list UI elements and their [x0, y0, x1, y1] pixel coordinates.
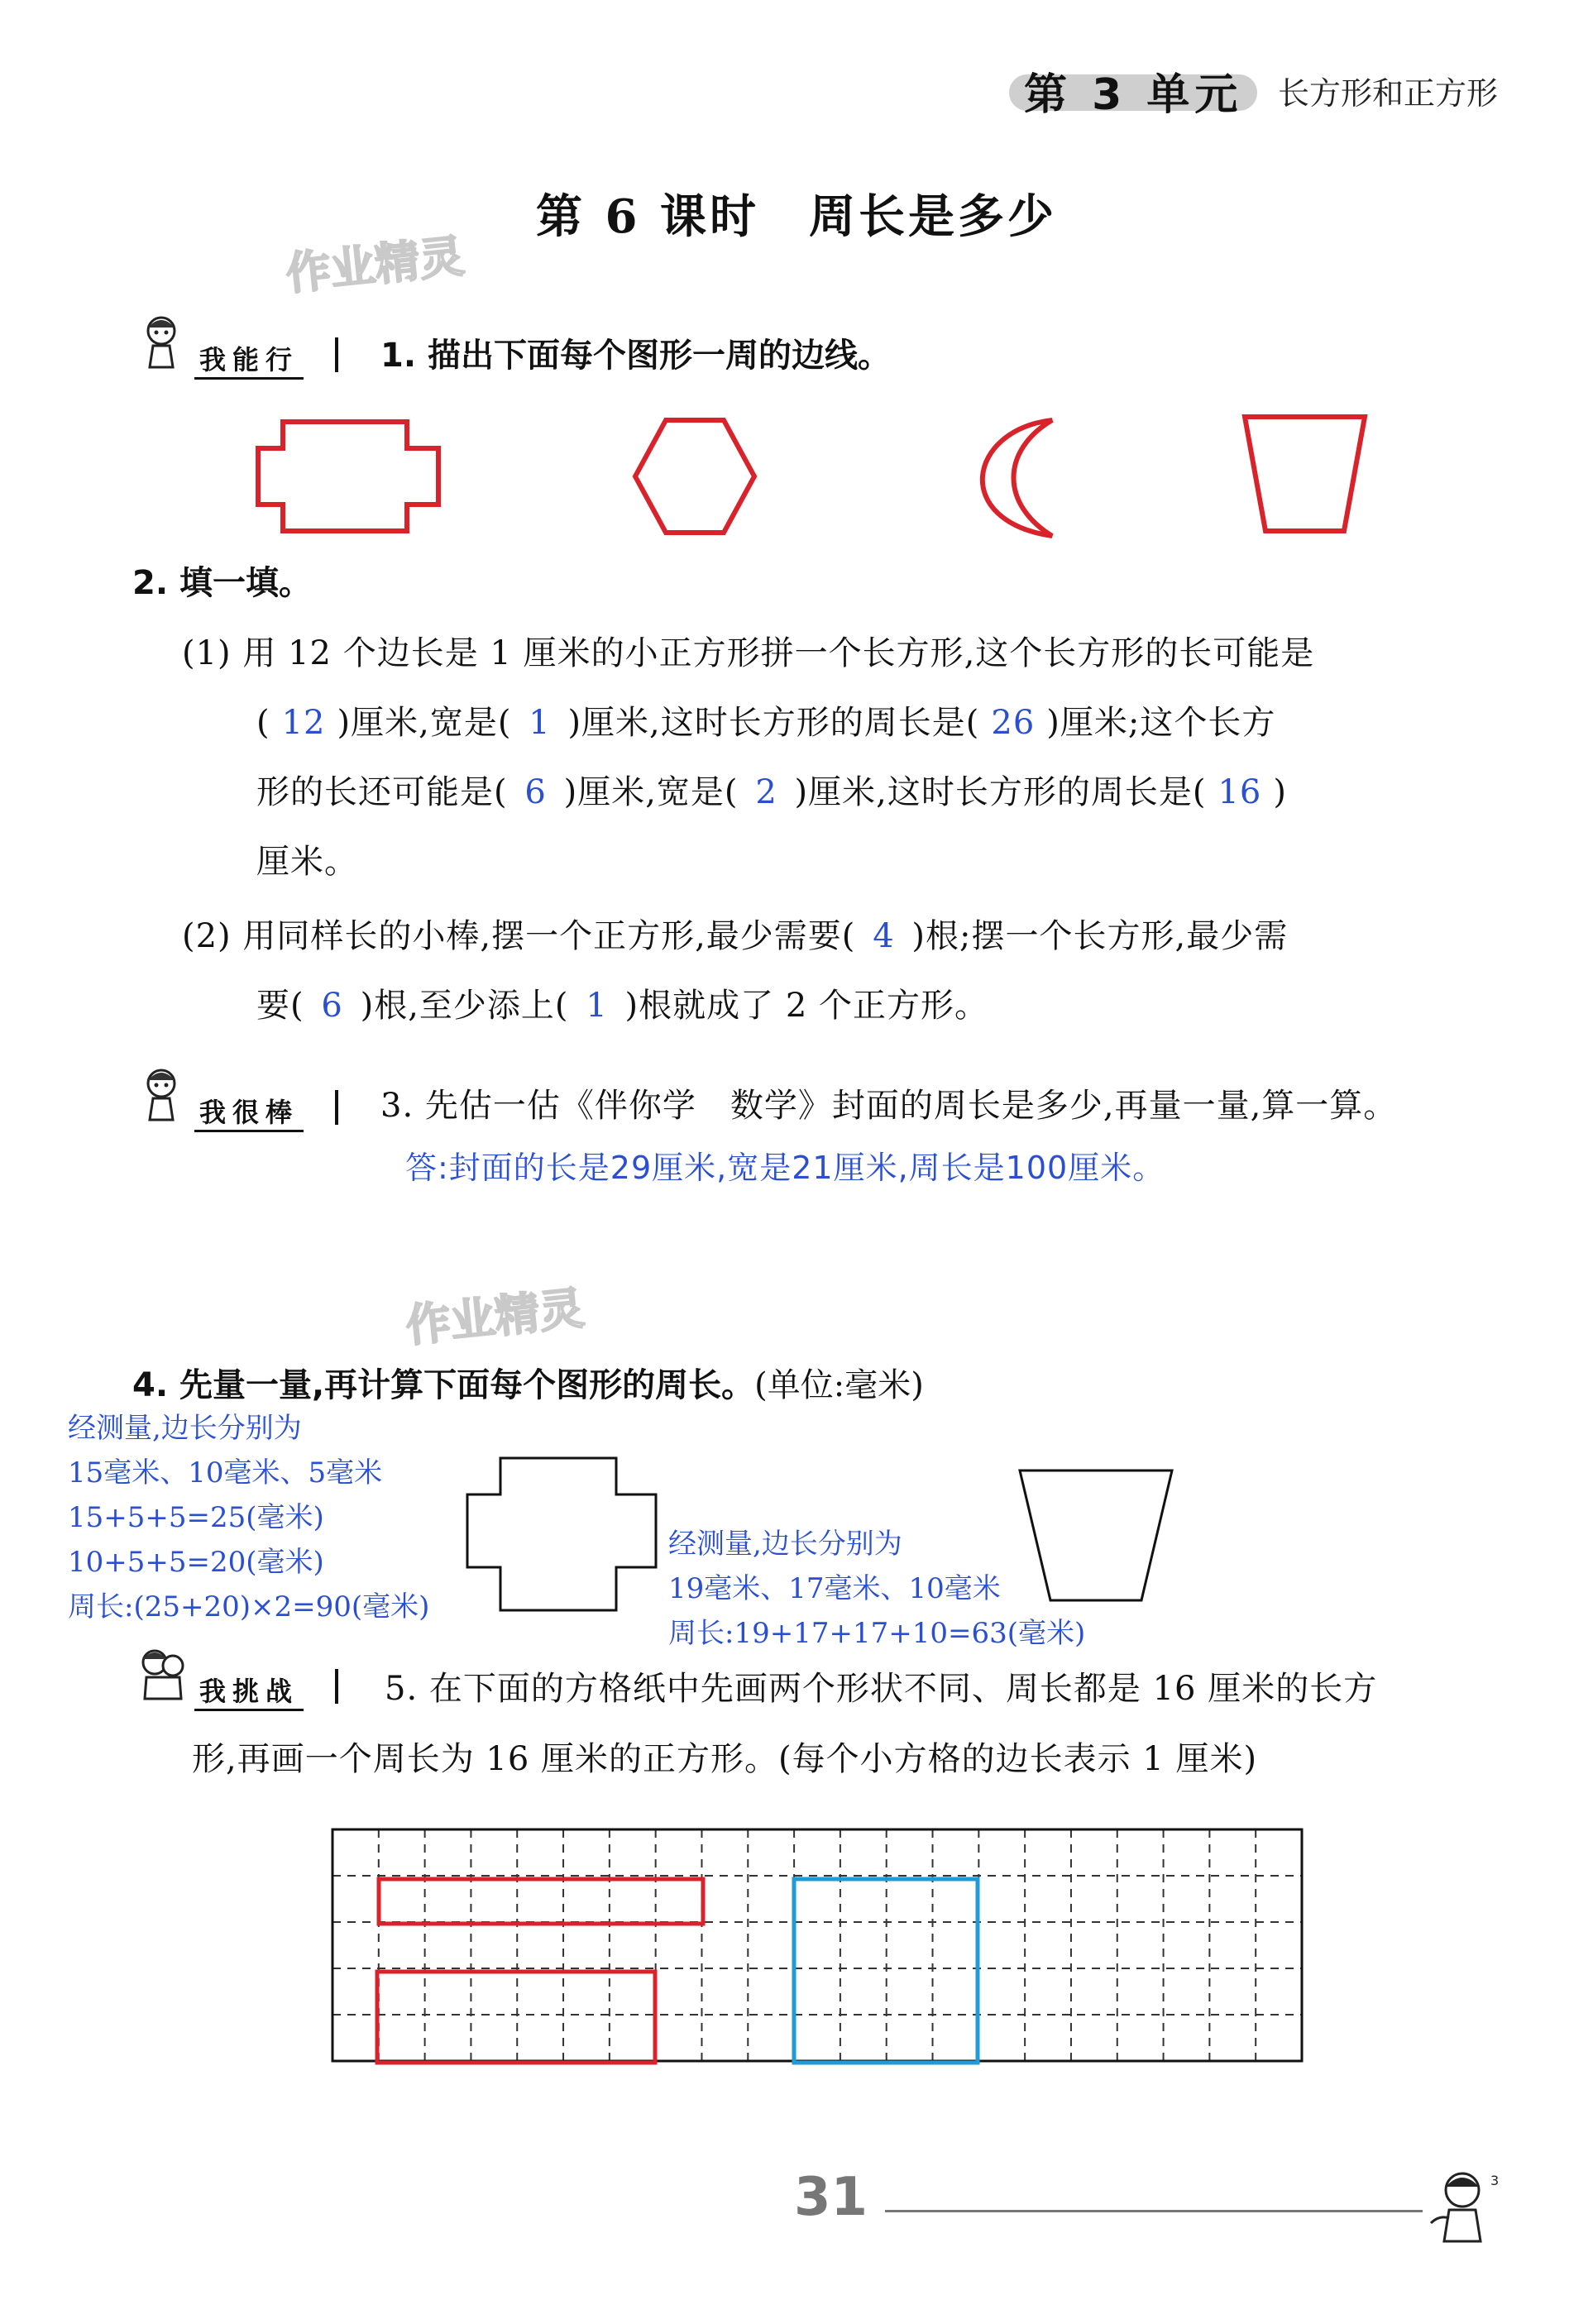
answer-blank: 26 [991, 704, 1036, 742]
q2-p2-line2: 要( 6 )根,至少添上( 1 )根就成了 2 个正方形。 [256, 971, 988, 1040]
badge-wo-neng-xing [136, 331, 352, 380]
answer-blank: 1 [586, 987, 608, 1025]
answer-blank: 4 [873, 917, 895, 955]
answer-blank: 1 [529, 704, 551, 742]
q3-text: 3. 先估一估《伴你学 数学》封面的周长是多少,再量一量,算一算。 [380, 1087, 1398, 1125]
q3-answer: 答:封面的长是29厘米,宽是21厘米,周长是100厘米。 [405, 1150, 1165, 1186]
rectangle-1 [379, 1879, 703, 1924]
mascot-icon [136, 1065, 186, 1123]
badge-wo-tiao-zhan [136, 1662, 352, 1712]
badge-label: 我挑战 [194, 1671, 304, 1711]
unit-title: 第 3 单元 [1024, 70, 1243, 120]
q2-p2-line1: (2) 用同样长的小棒,摆一个正方形,最少需要( 4 )根;摆一个长方形,最少需 [182, 901, 1288, 971]
unit-subtitle: 长方形和正方形 [1278, 75, 1499, 112]
footer-mascot-icon [1423, 2165, 1514, 2248]
q2-p1-line1: (1) 用 12 个边长是 1 厘米的小正方形拼一个长方形,这个长方形的长可能是 [182, 634, 1315, 672]
rectangle-2 [377, 1972, 655, 2063]
answer-blank: 12 [281, 704, 326, 742]
mascot-icon [136, 313, 186, 371]
lesson-title: 第 6 课时 周长是多少 [536, 189, 1057, 244]
q4-unit-note: (单位:毫米) [754, 1366, 924, 1404]
cross-shape [258, 422, 438, 531]
watermark: 作业精灵 [283, 229, 467, 301]
badge-label: 我很棒 [194, 1092, 304, 1132]
answer-blank: 2 [755, 773, 777, 811]
grid-border [332, 1829, 1302, 2061]
q2-p1-line3: 形的长还可能是( 6 )厘米,宽是( 2 )厘米,这时长方形的周长是( 16 ) [256, 758, 1287, 827]
page-number: 31 [794, 2167, 868, 2228]
mascot-icon [136, 1644, 186, 1702]
hexagon-shape [635, 420, 754, 533]
watermark: 作业精灵 [403, 1281, 587, 1353]
q5-line2: 形,再画一个周长为 16 厘米的正方形。(每个小方格的边长表示 1 厘米) [192, 1740, 1258, 1778]
answer-blank: 6 [524, 773, 547, 811]
badge-label: 我能行 [194, 339, 304, 380]
badge-divider [335, 337, 338, 372]
q4-left-answer: 经测量,边长分别为 15毫米、10毫米、5毫米 15+5+5=25(毫米) 10+5+5=20(毫米) 周长:(25+20)×2=90(毫米) [68, 1412, 430, 1623]
q2-title: 2. 填一填。 [132, 564, 312, 602]
footer-rule [885, 2210, 1423, 2212]
unit-header [1009, 60, 1530, 120]
grid-paper [331, 1828, 1311, 2076]
badge-divider [335, 1669, 338, 1704]
q4-title: 4. 先量一量,再计算下面每个图形的周长。 [132, 1366, 755, 1404]
trapezoid-shape [1245, 417, 1365, 531]
badge-divider [335, 1090, 338, 1125]
q4-cross-figure [459, 1451, 666, 1617]
q2-p1-line4: 厘米。 [256, 843, 358, 881]
badge-wo-hen-bang [136, 1083, 352, 1133]
q5-line1: 5. 在下面的方格纸中先画两个形状不同、周长都是 16 厘米的长方 [385, 1670, 1378, 1708]
q1-text: 1. 描出下面每个图形一周的边线。 [380, 337, 891, 375]
q4-title-row [132, 1365, 924, 1406]
svg-text:3: 3 [1490, 2173, 1500, 2188]
q1-shapes [248, 405, 1406, 546]
q4-trapezoid-figure [1013, 1464, 1183, 1609]
answer-blank: 6 [321, 987, 343, 1025]
grid-lines [332, 1829, 1302, 2061]
crescent-shape [983, 420, 1052, 536]
answer-blank: 16 [1217, 773, 1262, 811]
q2-p1-line2: ( 12 )厘米,宽是( 1 )厘米,这时长方形的周长是( 26 )厘米;这个长方 [256, 688, 1275, 758]
q4-right-answer: 经测量,边长分别为 19毫米、17毫米、10毫米 周长:19+17+17+10=63(毫米) [668, 1528, 1086, 1650]
